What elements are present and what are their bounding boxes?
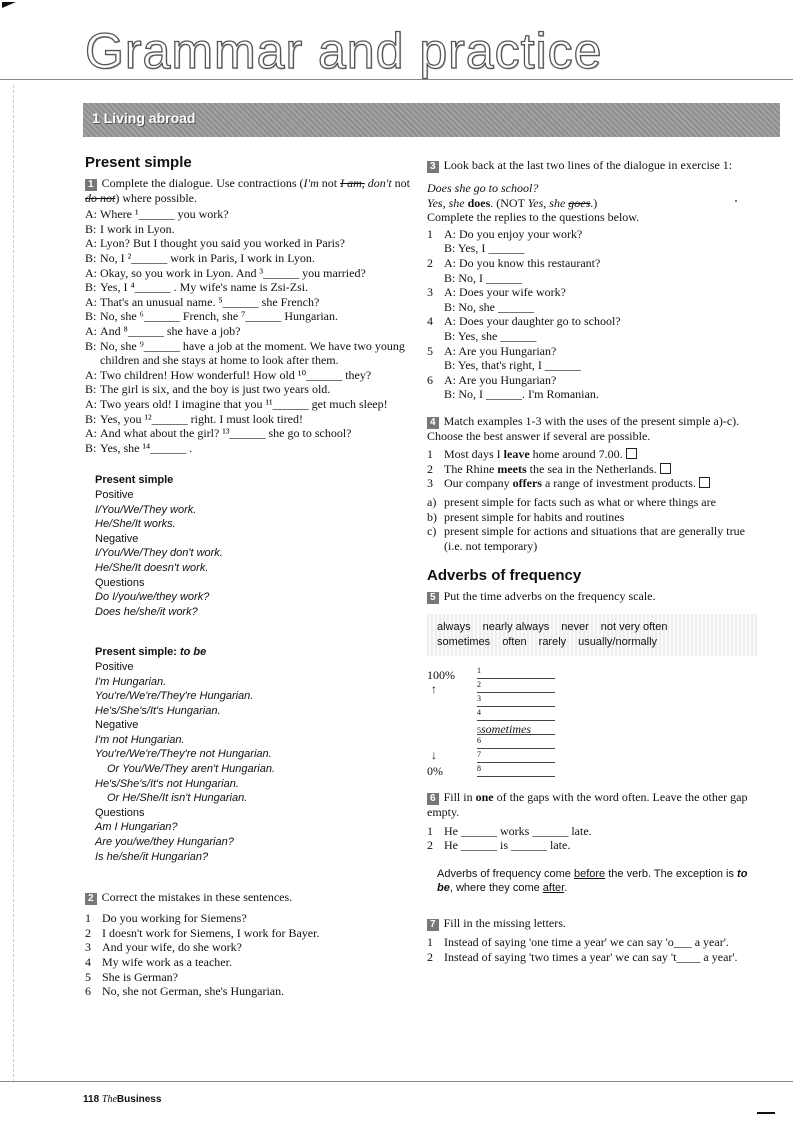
grammar-example: I/You/We/They don't work.: [95, 547, 223, 560]
grammar-label: Questions: [95, 576, 145, 589]
grammar-label: Positive: [95, 488, 134, 501]
instr-italic: I'm: [303, 176, 319, 190]
exercise-number: 6: [427, 793, 439, 805]
question-line: A: Are you Hungarian?: [444, 372, 557, 387]
note-text: .: [564, 882, 568, 895]
word: always: [437, 621, 471, 634]
reply-line: B: Yes, I ______: [444, 241, 525, 256]
exercise-number: 2: [85, 893, 97, 905]
instr-strike: do not: [85, 191, 116, 205]
reply-line: B: No, I ______. I'm Romanian.: [444, 387, 599, 402]
list-item: [427, 838, 757, 853]
list-item: [85, 926, 410, 941]
example-answer: [427, 196, 757, 211]
instr-text: Fill in the missing letters.: [443, 916, 566, 931]
item-number: 1: [427, 823, 433, 838]
scale-row[interactable]: [477, 722, 555, 735]
speaker: A:: [85, 236, 97, 251]
instr-text: Complete the dialogue. Use contractions (: [101, 176, 304, 190]
list-item: [427, 447, 757, 462]
item-text: I doesn't work for Siemens, I work for Bayer.: [102, 925, 320, 940]
answer-part: .): [590, 195, 598, 210]
example-answer: sometimes: [481, 722, 531, 737]
question-line: A: Does your wife work?: [444, 285, 566, 300]
item-number: 6: [85, 984, 91, 999]
reply-line: B: No, she ______: [444, 299, 534, 314]
note-underline: after: [542, 882, 565, 895]
line-text: No, I ²______ work in Paris, I work in Lyon.: [100, 251, 315, 266]
dialogue-line: [85, 382, 410, 397]
speaker: A:: [85, 207, 97, 222]
item-number: 3: [427, 476, 433, 491]
list-item: [427, 256, 757, 285]
word-row: [437, 635, 747, 650]
title-rule: [0, 79, 793, 80]
item-text: And your wife, do she work?: [102, 940, 242, 955]
speaker: B:: [85, 251, 97, 266]
footer-rule: [0, 1081, 793, 1082]
item-text: a range of investment products.: [541, 476, 696, 491]
list-item: [427, 510, 757, 525]
dialogue-line: [85, 222, 410, 237]
example-question: Does she go to school?: [427, 181, 539, 195]
scale-row[interactable]: [477, 666, 555, 679]
item-number: 2: [427, 461, 433, 476]
instr-strike: I am,: [340, 176, 365, 190]
item-number: 3: [85, 940, 91, 955]
instr-text: Look back at the last two lines of the dialogue in exercise 1:: [443, 158, 733, 172]
item-text: My wife work as a teacher.: [102, 955, 232, 970]
exercise-2-instructions: [85, 890, 410, 905]
list-item: [85, 940, 410, 955]
grammar-title-italic: to be: [179, 646, 207, 659]
list-item: [427, 373, 757, 402]
item-text: home around 7.00.: [529, 447, 623, 462]
speaker: A:: [85, 265, 97, 280]
list-item: [427, 524, 757, 553]
item-text: present simple for habits and routines: [444, 509, 625, 524]
dialogue-line: [85, 207, 410, 222]
item-number: 4: [427, 314, 433, 329]
word: not very often: [600, 621, 668, 634]
frequency-scale: [427, 666, 757, 779]
item-text: Do you working for Siemens?: [102, 911, 247, 926]
row-number: 6: [477, 736, 481, 746]
speaker: A:: [85, 324, 97, 339]
exercise-6-instructions: [427, 790, 757, 819]
dialogue-line: [85, 426, 410, 441]
speaker: B:: [85, 440, 97, 455]
item-number: 5: [427, 343, 433, 358]
item-text: He ______ is ______ late.: [444, 838, 571, 853]
exercise-number: 5: [427, 592, 439, 604]
grammar-label: Questions: [95, 806, 145, 819]
word: never: [561, 621, 589, 634]
line-text: Okay, so you work in Lyon. And ³______ you married?: [100, 265, 366, 280]
line-text: The girl is six, and the boy is just two years old.: [100, 382, 331, 397]
scale-row[interactable]: [477, 750, 555, 763]
instr-bold: one: [475, 790, 494, 805]
word: usually/normally: [578, 636, 658, 649]
item-number: 1: [427, 226, 433, 241]
margin-rule: [13, 85, 14, 1082]
list-item: [427, 495, 757, 510]
grammar-example: Is he/she/it Hungarian?: [95, 850, 209, 863]
exercise-4-instructions: [427, 414, 757, 443]
row-number: 1: [477, 666, 481, 676]
scale-row[interactable]: [477, 736, 555, 749]
grammar-example: Or He/She/It isn't Hungarian.: [107, 792, 248, 805]
list-item: [427, 314, 757, 343]
item-text: No, she not German, she's Hungarian.: [102, 984, 285, 999]
corner-mark-bottom: [757, 1112, 775, 1114]
list-item: [85, 911, 410, 926]
item-number: 1: [85, 911, 91, 926]
answer-strike: goes: [568, 195, 591, 210]
dialogue: [85, 207, 410, 455]
grammar-example: You're/We're/They're Hungarian.: [95, 690, 254, 703]
grammar-box-title: Present simple: [95, 474, 174, 487]
item-text: The Rhine: [444, 461, 498, 476]
line-text: Two years old! I imagine that you ¹¹______ get much sleep!: [100, 397, 388, 412]
grammar-example: He's/She's/It's not Hungarian.: [95, 777, 239, 790]
answer-part: Yes, she: [427, 195, 468, 210]
scale-bottom-label: 0%: [427, 764, 443, 779]
exercise-number: 7: [427, 919, 439, 931]
dialogue-line: [85, 295, 410, 310]
row-number: 8: [477, 764, 481, 774]
dialogue-line: [85, 251, 410, 266]
speaker: B:: [85, 280, 97, 295]
grammar-example: I'm not Hungarian.: [95, 733, 185, 746]
grammar-example: Are you/we/they Hungarian?: [95, 836, 234, 849]
scale-row[interactable]: [477, 764, 555, 777]
instr-text: Complete the replies to the questions below.: [427, 210, 640, 225]
grammar-note: [437, 867, 757, 896]
grammar-box-title: [95, 645, 410, 660]
instr-text: of the gaps with the word often. Leave the other gap empty.: [427, 790, 748, 820]
exercise-number: 3: [427, 161, 439, 173]
dialogue-line: [85, 412, 410, 427]
list-item: [427, 950, 757, 965]
list-item: [427, 824, 757, 839]
answer-checkbox[interactable]: [660, 463, 671, 474]
instr-text: Match examples 1-3 with the uses of the present simple a)-c). Choose the best answer if several are possible.: [427, 413, 740, 443]
footer: [83, 1094, 161, 1105]
speaker: A:: [85, 426, 97, 441]
page-number: 118: [83, 1094, 100, 1105]
dialogue-line: [85, 309, 410, 324]
line-text: And ⁸______ she have a job?: [100, 324, 241, 339]
line-text: I work in Lyon.: [100, 221, 175, 236]
line-text: That's an unusual name. ⁵______ she French?: [100, 294, 320, 309]
item-text: Instead of saying 'one time a year' we can say 'o___ a year'.: [444, 935, 729, 950]
section-banner: [83, 103, 780, 137]
footer-brand-prefix: The: [101, 1094, 117, 1105]
line-text: Yes, you ¹²______ right. I must look tired!: [100, 411, 303, 426]
list-item: [427, 462, 757, 477]
heading-adverbs: Adverbs of frequency: [427, 567, 582, 585]
reply-line: B: Yes, that's right, I ______: [444, 358, 581, 373]
page-title: Grammar and practice: [85, 23, 603, 79]
answer-part: . (NOT: [490, 195, 528, 210]
item-text: He ______ works ______ late.: [444, 823, 592, 838]
list-item: [427, 227, 757, 256]
list-item: [427, 935, 757, 950]
exercise-3-instructions: [427, 158, 757, 173]
speaker: A:: [85, 397, 97, 412]
item-number: 2: [427, 838, 433, 853]
grammar-example: You're/We're/They're not Hungarian.: [95, 748, 272, 761]
list-item: [85, 984, 410, 999]
dialogue-line: [85, 324, 410, 339]
line-text: Two children! How wonderful! How old ¹⁰______ they?: [100, 367, 372, 382]
item-number: 2: [427, 949, 433, 964]
item-number: 5: [85, 969, 91, 984]
line-text: No, she ⁶______ French, she ⁷______ Hungarian.: [100, 309, 338, 324]
word: rarely: [538, 636, 567, 649]
row-number: 5: [477, 726, 481, 736]
item-number: 1: [427, 447, 433, 462]
exercise-number: 4: [427, 417, 439, 429]
grammar-example: Am I Hungarian?: [95, 821, 178, 834]
line-text: Where ¹______ you work?: [100, 207, 229, 222]
word: nearly always: [482, 621, 550, 634]
item-number: 2: [427, 255, 433, 270]
answer-checkbox[interactable]: [626, 448, 637, 459]
footer-brand: Business: [116, 1094, 162, 1105]
word: sometimes: [437, 636, 491, 649]
dialogue-line: [85, 236, 410, 251]
scale-row[interactable]: [477, 680, 555, 693]
row-number: 7: [477, 750, 481, 760]
item-text: present simple for actions and situations that are generally true (i.e. not temporary): [444, 524, 745, 553]
instr-text: Correct the mistakes in these sentences.: [101, 890, 293, 905]
grammar-example: Or You/We/They aren't Hungarian.: [107, 763, 276, 776]
line-text: Yes, she ¹⁴______ .: [100, 440, 193, 455]
item-text: the sea in the Netherlands.: [526, 461, 657, 476]
item-letter: b): [427, 509, 437, 524]
note-text: Adverbs of frequency come: [437, 867, 574, 880]
exercise-7-instructions: [427, 916, 757, 931]
row-number: 4: [477, 708, 481, 718]
instr-text: not: [318, 176, 341, 190]
left-column: [85, 150, 410, 999]
dialogue-line: [85, 441, 410, 456]
word: often: [502, 636, 527, 649]
item-bold: meets: [497, 461, 527, 476]
item-number: 3: [427, 285, 433, 300]
speaker: B:: [85, 382, 97, 397]
speaker: B:: [85, 411, 97, 426]
arrow-down-icon: ↓: [431, 748, 437, 763]
word-box: [427, 614, 757, 656]
item-text: Instead of saying 'two times a year' we can say 't____ a year'.: [444, 949, 738, 964]
item-text: Most days I: [444, 447, 504, 462]
question-line: A: Are you Hungarian?: [444, 343, 557, 358]
row-number: 3: [477, 694, 481, 704]
line-text: Lyon? But I thought you said you worked in Paris?: [100, 236, 345, 251]
example-block: [427, 181, 757, 225]
right-column: [427, 150, 757, 964]
note-underline: before: [573, 867, 606, 880]
item-text: Our company: [444, 476, 513, 491]
item-number: 2: [85, 925, 91, 940]
row-number: 2: [477, 680, 481, 690]
exercise-1-instructions: [85, 176, 410, 205]
item-number: 1: [427, 935, 433, 950]
instr-text: Put the time adverbs on the frequency scale.: [443, 589, 656, 604]
answer-checkbox[interactable]: [699, 477, 710, 488]
item-letter: a): [427, 494, 437, 509]
item-bold: leave: [503, 447, 530, 462]
grammar-label: Negative: [95, 532, 139, 545]
item-text: She is German?: [102, 969, 178, 984]
instr-italic: don't: [364, 176, 392, 190]
line-text: No, she ⁹______ have a job at the moment. We have two young children and she stays at home to look after them.: [100, 338, 405, 368]
answer-bold: does: [467, 195, 491, 210]
grammar-example: He/She/It works.: [95, 518, 176, 531]
exercise-number: 1: [85, 179, 97, 191]
exercise-4-uses: [427, 495, 757, 553]
speaker: B:: [85, 221, 97, 236]
speaker: A:: [85, 367, 97, 382]
question-line: A: Do you know this restaurant?: [444, 255, 601, 270]
note-text: , where they come: [449, 882, 543, 895]
grammar-label: Positive: [95, 660, 134, 673]
exercise-5-instructions: [427, 589, 757, 604]
grammar-example: He/She/It doesn't work.: [95, 561, 209, 574]
instr-text: not: [391, 176, 411, 190]
scale-row[interactable]: [477, 694, 555, 707]
list-item: [427, 344, 757, 373]
grammar-example: Does he/she/it work?: [95, 605, 198, 618]
list-item: [427, 476, 757, 491]
dialogue-line: [85, 339, 410, 368]
grammar-title-text: Present simple:: [95, 646, 180, 659]
word-row: [437, 620, 747, 635]
speaker: B:: [85, 309, 97, 324]
exercise-3-list: [427, 227, 757, 402]
item-bold: offers: [512, 476, 542, 491]
grammar-example: I'm Hungarian.: [95, 675, 167, 688]
item-letter: c): [427, 524, 437, 539]
exercise-6-list: [427, 824, 757, 853]
item-text: present simple for facts such as what or where things are: [444, 494, 716, 509]
grammar-box-present-simple: [95, 473, 410, 619]
speaker: B:: [85, 338, 97, 353]
item-number: 4: [85, 955, 91, 970]
grammar-box-to-be: [95, 645, 410, 864]
dialogue-line: [85, 397, 410, 412]
question-line: A: Does your daughter go to school?: [444, 314, 621, 329]
dialogue-line: [85, 266, 410, 281]
section-title: 1 Living abroad: [92, 110, 196, 126]
grammar-example: I/You/We/They work.: [95, 503, 197, 516]
corner-mark: [2, 2, 16, 8]
grammar-example: He's/She's/It's Hungarian.: [95, 704, 221, 717]
line-text: And what about the girl? ¹³______ she go to school?: [100, 426, 352, 441]
line-text: Yes, I ⁴______ . My wife's name is Zsi-Zsi.: [100, 280, 309, 295]
instr-text: Fill in: [443, 790, 476, 805]
speaker: A:: [85, 294, 97, 309]
list-item: [85, 955, 410, 970]
dialogue-line: [85, 280, 410, 295]
question-line: A: Do you enjoy your work?: [444, 226, 583, 241]
grammar-example: Do I/you/we/they work?: [95, 591, 210, 604]
note-bold-italic: to be: [437, 867, 748, 895]
grammar-label: Negative: [95, 719, 139, 732]
instr-text: ) where possible.: [115, 191, 197, 205]
answer-part: Yes, she: [527, 195, 569, 210]
scale-row[interactable]: [477, 708, 555, 721]
list-item: [85, 970, 410, 985]
list-item: [427, 285, 757, 314]
exercise-4-examples: [427, 447, 757, 491]
item-number: 6: [427, 372, 433, 387]
reply-line: B: No, I ______: [444, 270, 522, 285]
heading-present-simple: Present simple: [85, 154, 192, 171]
reply-line: B: Yes, she ______: [444, 328, 537, 343]
arrow-up-icon: ↑: [431, 682, 437, 697]
note-text: the verb. The exception is: [605, 867, 738, 880]
dialogue-line: [85, 368, 410, 383]
scale-top-label: 100%: [427, 668, 455, 683]
